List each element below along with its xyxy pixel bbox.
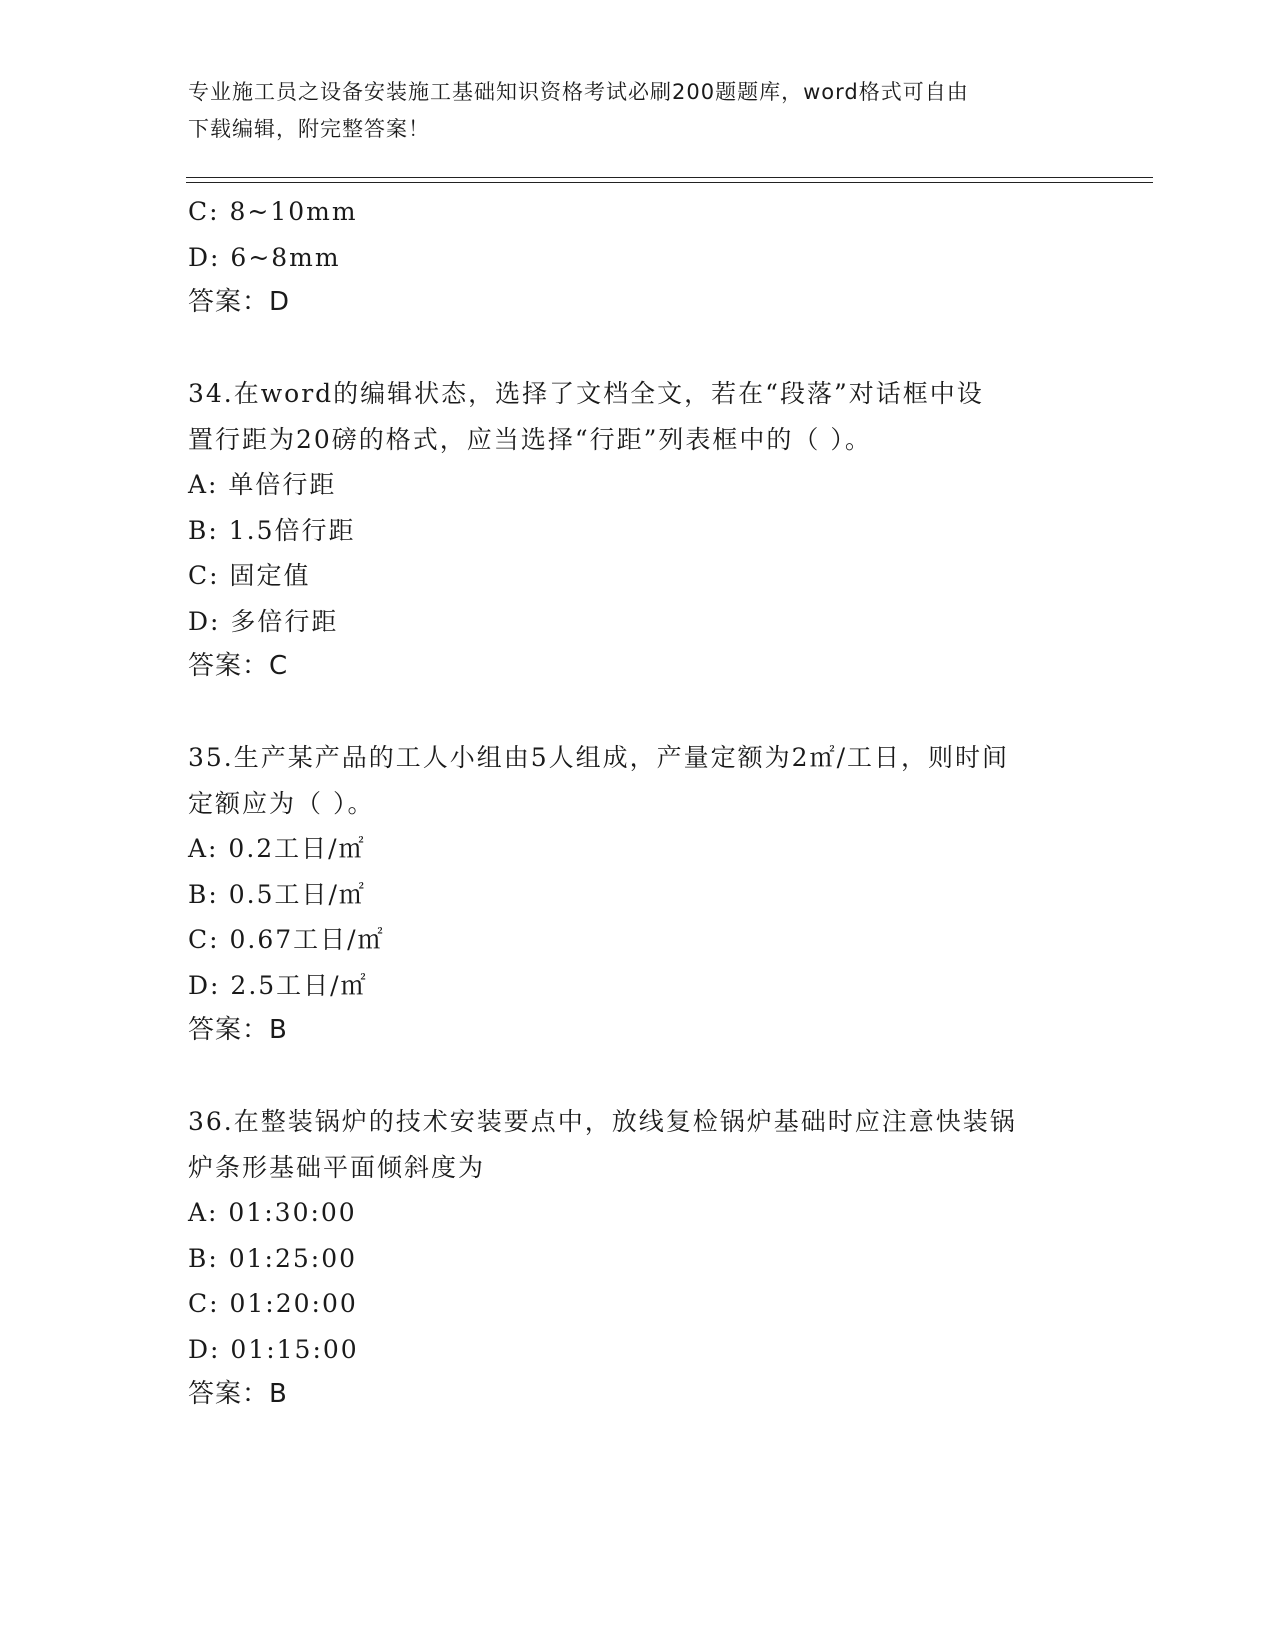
- question-stem-line-2: 炉条形基础平面倾斜度为: [188, 1152, 486, 1182]
- question-34: [188, 371, 1078, 690]
- question-stem-line-1: 36.在整装锅炉的技术安装要点中，放线复检锅炉基础时应注意快装锅: [188, 1107, 1017, 1136]
- header-title-line-2: 下载编辑，附完整答案！: [188, 117, 430, 141]
- question-stem-line-1: 34.在word的编辑状态，选择了文档全文，若在“段落”对话框中设: [188, 379, 984, 408]
- option-a: A: 01:30:00: [188, 1198, 357, 1227]
- option-b: B: 0.5工日/㎡: [188, 879, 366, 909]
- question-33-tail: [188, 189, 1078, 326]
- answer-line: 答案：B: [188, 1379, 288, 1409]
- question-stem-line-2: 置行距为20磅的格式，应当选择“行距”列表框中的（ ）。: [188, 424, 872, 454]
- question-35: [188, 735, 1078, 1054]
- header-double-rule: [186, 177, 1153, 183]
- question-stem-line-2: 定额应为（ ）。: [188, 788, 375, 818]
- option-a: A: 单倍行距: [188, 470, 337, 499]
- option-a: A: 0.2工日/㎡: [188, 834, 366, 863]
- option-c: C: 0.67工日/㎡: [188, 925, 385, 954]
- question-36: [188, 1099, 1078, 1418]
- document-body: [188, 189, 1078, 1418]
- question-stem-line-1: 35.生产某产品的工人小组由5人组成，产量定额为2㎡/工日，则时间: [188, 743, 1009, 772]
- option-c: C: 8~10mm: [188, 197, 358, 226]
- option-d: D: 01:15:00: [188, 1334, 359, 1364]
- answer-line: 答案：B: [188, 1015, 288, 1045]
- option-b: B: 1.5倍行距: [188, 515, 356, 545]
- spacer: [188, 690, 1078, 736]
- spacer: [188, 326, 1078, 372]
- option-d: D: 2.5工日/㎡: [188, 970, 368, 1000]
- answer-line: 答案：C: [188, 651, 289, 681]
- option-d: D: 6~8mm: [188, 242, 341, 272]
- document-header: [188, 74, 1068, 148]
- header-title-line-1: 专业施工员之设备安装施工基础知识资格考试必刷200题题库，word格式可自由: [188, 80, 969, 104]
- answer-line: 答案：D: [188, 287, 291, 317]
- option-b: B: 01:25:00: [188, 1243, 358, 1273]
- option-c: C: 01:20:00: [188, 1289, 358, 1318]
- option-c: C: 固定值: [188, 561, 311, 590]
- option-d: D: 多倍行距: [188, 606, 339, 636]
- spacer: [188, 1054, 1078, 1100]
